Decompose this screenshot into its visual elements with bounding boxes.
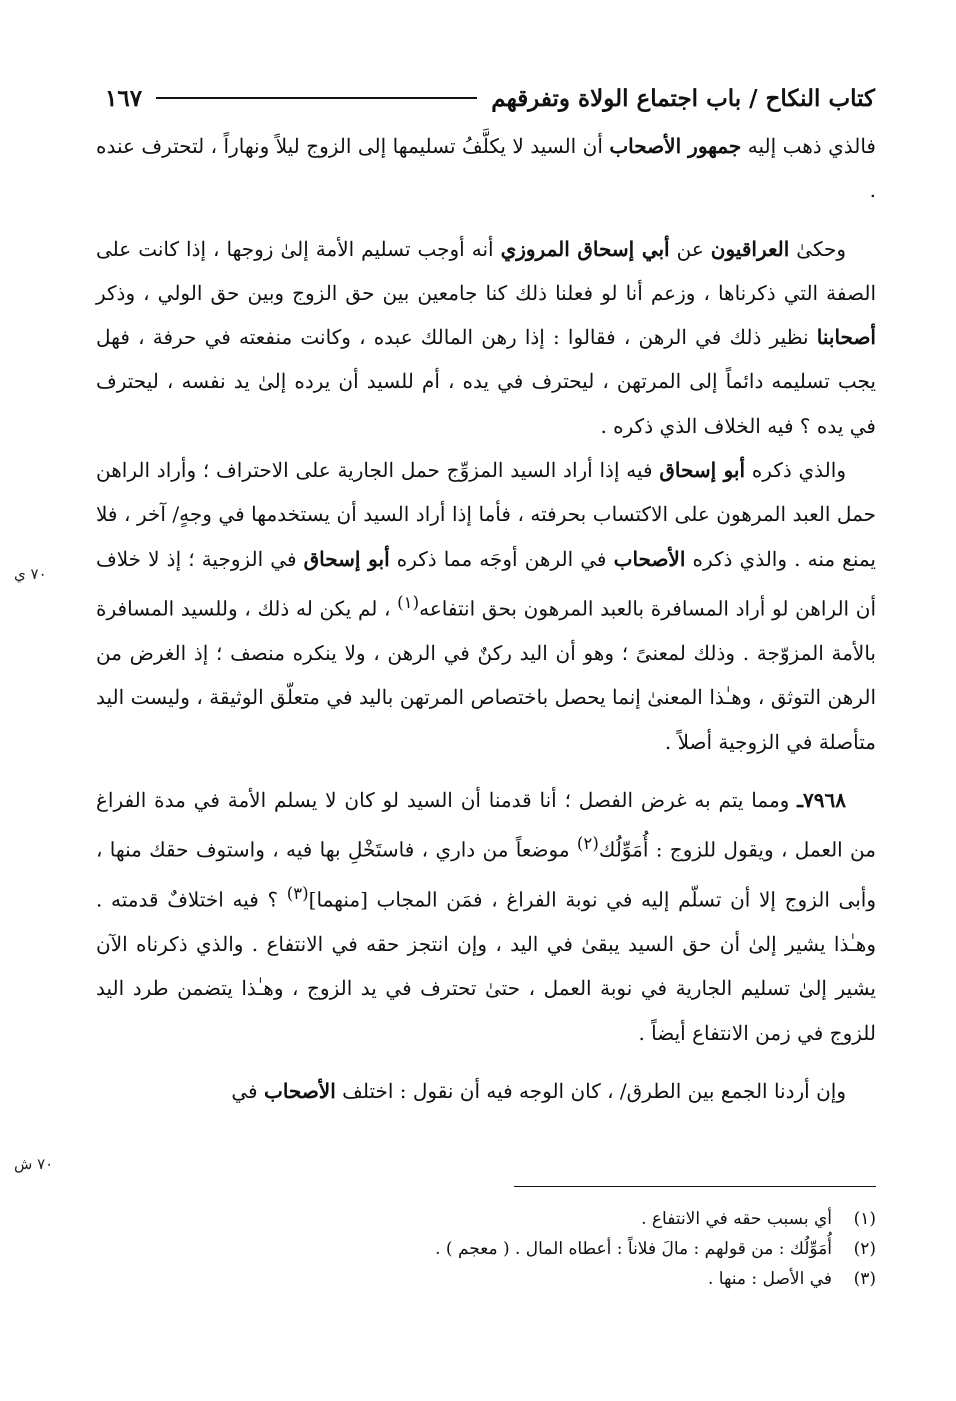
- paragraph-gap: [96, 213, 876, 227]
- footnote: [96, 1264, 876, 1294]
- paragraph: فالذي ذهب إليه جمهور الأصحاب أن السيد لا يكلَّفُ تسليمها إلى الزوج ليلاً ونهاراً ، لتحترف عنده .: [96, 134, 876, 203]
- margin-note: ٧٠ ي: [14, 565, 47, 583]
- footnote-number: (٢): [853, 1239, 876, 1259]
- footnote-number: (١): [853, 1209, 876, 1229]
- margin-note: ٧٠ ش: [14, 1155, 54, 1173]
- paragraph-gap: [96, 764, 876, 778]
- paragraph: وحكىٰ العراقيون عن أبي إسحاق المروزي أنه أوجب تسليم الأمة إلىٰ زوجها ، إذا كانت على الصفة التي ذكرناها ، وزعم أنا لو فعلنا ذلك كنا جامعين بين حق الزوج وبين حق الولي ، وذكر أصحابنا نظير ذلك في الرهن ، فقالوا : إذا رهن المالك عبده ، وكانت منفعته في حرفة ، فهل يجب تسليمه دائماً إلى المرتهن ، ليحترف في يده ، أم للسيد أن يرده إلىٰ يد نفسه ، ليحترف في يده ؟ فيه الخلاف الذي ذكره .: [96, 236, 876, 438]
- header-rule: [156, 97, 477, 99]
- footnotes: [96, 1204, 876, 1294]
- paragraph: ٧٩٦٨ـ ومما يتم به غرض الفصل ؛ أنا قدمنا أن السيد لو كان لا يسلم الأمة في مدة الفراغ من العمل ، ويقول للزوج : أُمَوِّلُك$^{(٢)}$ موضعاً من داري ، فاستَخْلِ بها فيه ، واستوف حقك منها ، وأبى الزوج إلا أن تسلّم إليه في نوبة الفراغ ، فمَن المجاب [منهما]$^{(٣)}$ ؟ فيه اختلافٌ قدمته . وهـٰذا يشير إلىٰ أن حق السيد يبقىٰ في اليد ، وإن انتجز حقه في الانتفاع . والذي ذكرناه الآن يشير إلىٰ تسليم الجارية في نوبة العمل ، حتىٰ تحترف في يد الزوج ، وهـٰذا يتضمن طرد اليد للزوج في زمن الانتفاع أيضاً .: [96, 787, 876, 1045]
- footnote-rule: [514, 1186, 876, 1187]
- footnote-text: أُمَوِّلُك : من قولهم : مالَ فلاناً : أعطاه المال . ( معجم ) .: [435, 1239, 832, 1259]
- running-title: كتاب النكاح / باب اجتماع الولاة وتفرقهم: [491, 84, 875, 112]
- main-text: [96, 124, 876, 1113]
- page-header: [105, 80, 875, 116]
- footnote-number: (٣): [853, 1269, 876, 1289]
- footnote-text: في الأصل : منها .: [707, 1269, 832, 1289]
- footnote-text: أي بسبب حقه في الانتفاع .: [641, 1209, 832, 1229]
- paragraph: والذي ذكره أبو إسحاق فيه إذا أراد السيد المزوِّج حمل الجارية على الاحتراف ؛ وأراد الراهن حمل العبد المرهون على الاكتساب بحرفته ، فأما إذا أراد السيد أن يستخدمها في وجهٍ/ آخر ، فلا يمنع منه . والذي ذكره الأصحاب في الرهن أوجَه مما ذكره أبو إسحاق في الزوجية ؛ إذ لا خلاف أن الراهن لو أراد المسافرة بالعبد المرهون بحق انتفاعه$^{(١)}$ ، لم يكن له ذلك ، وللسيد المسافرة بالأمة المزوّجة . وذلك لمعنىً ؛ وهو أن اليد ركنٌ في الرهن ، ولا ينكره منصف ؛ إذ الغرض من الرهن التوثق ، وهـٰذا المعنىٰ إنما يحصل باختصاص المرتهن باليد في متعلّق الوثيقة ، وليست اليد متأصلة في الزوجية أصلاً .: [96, 458, 877, 754]
- paragraph-gap: [96, 1055, 876, 1069]
- paragraph: وإن أردنا الجمع بين الطرق/ ، كان الوجه فيه أن نقول : اختلف الأصحاب في: [231, 1078, 846, 1103]
- footnote: [96, 1234, 876, 1264]
- page-number: ١٦٧: [105, 84, 143, 112]
- footnote: [96, 1204, 876, 1234]
